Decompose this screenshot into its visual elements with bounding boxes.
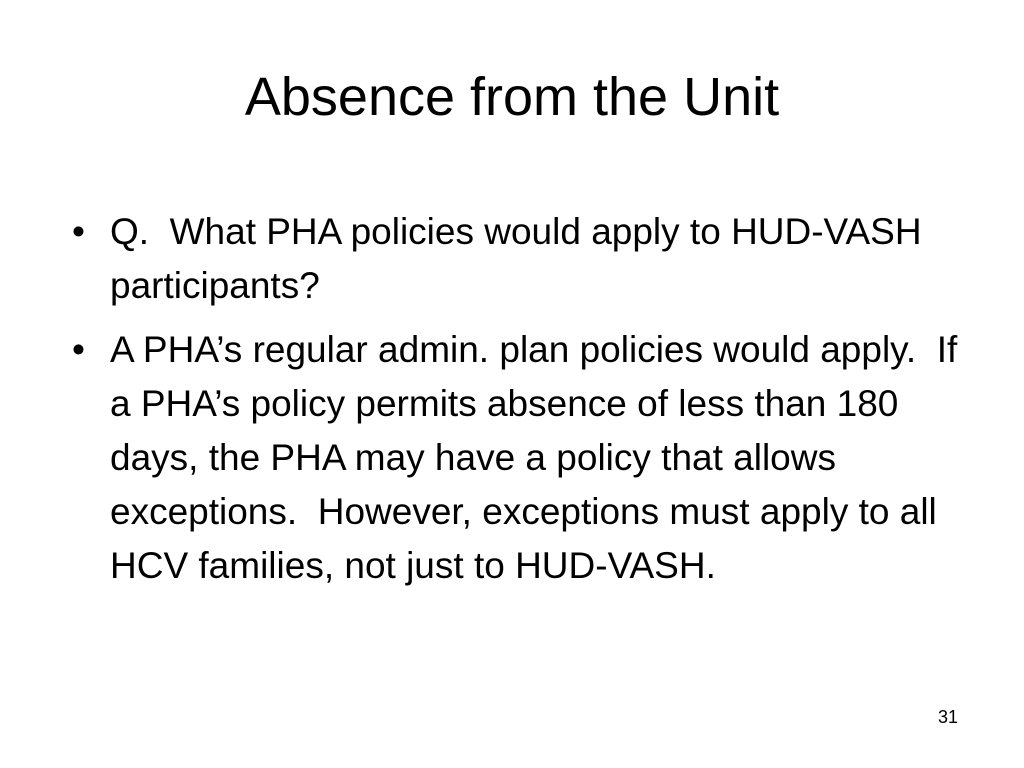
page-number: 31	[937, 707, 958, 727]
bullet-marker: •	[72, 211, 85, 252]
bullet-item-answer	[72, 323, 968, 593]
bullet-text-answer: A PHA’s regular admin. plan policies would apply. If a PHA’s policy permits absence of less than 180 days, the PHA may have a policy that allows exceptions. However, exceptions must apply to all HCV families, not just to HUD-VASH.	[110, 329, 968, 586]
bullet-item-question	[72, 205, 962, 313]
slide-title: Absence from the Unit	[244, 67, 780, 127]
bullet-list	[72, 205, 968, 603]
bullet-text-question: Q. What PHA policies would apply to HUD-VASH participants?	[110, 211, 932, 306]
bullet-marker: •	[72, 329, 85, 370]
